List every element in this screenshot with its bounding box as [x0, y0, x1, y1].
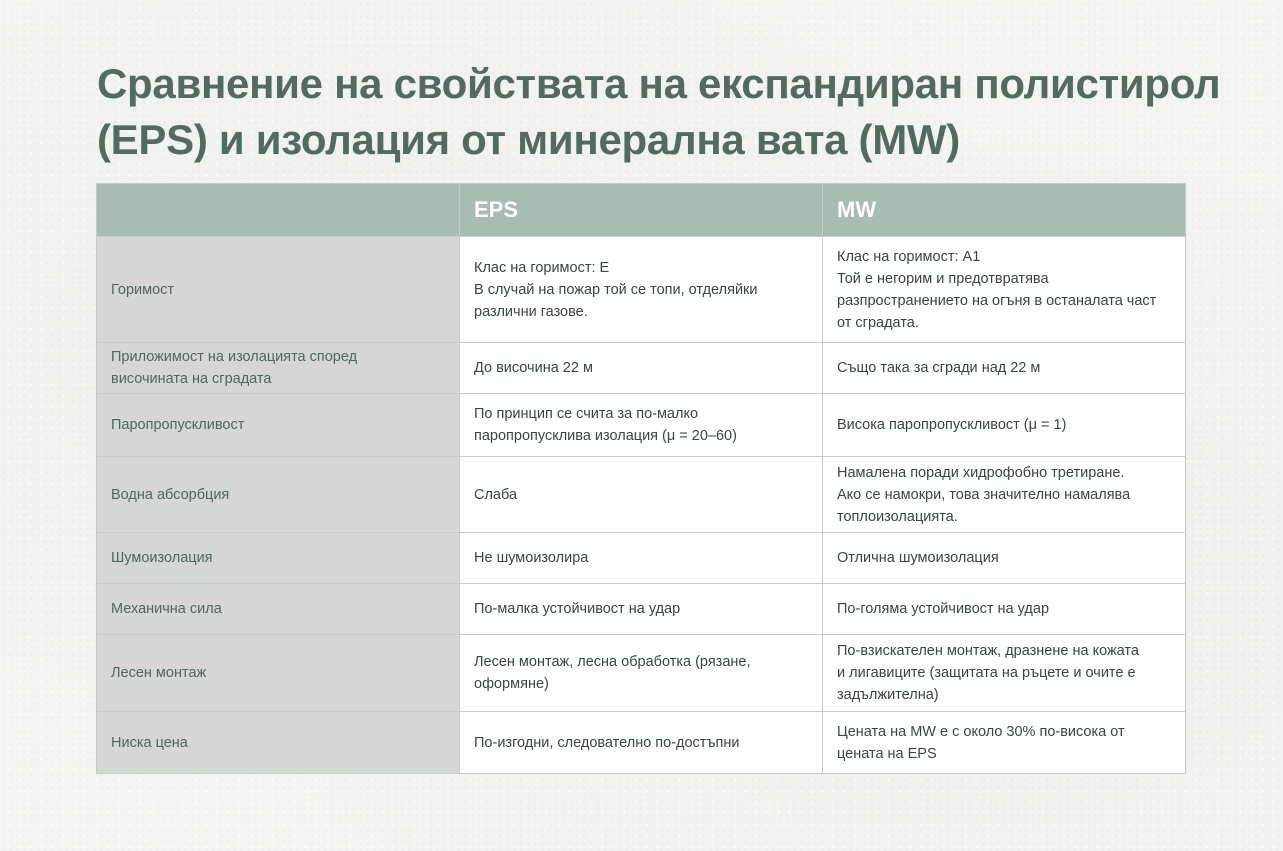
cell-line: оформяне): [474, 676, 549, 692]
cell-line: разпространението на огъня в останалата част: [837, 292, 1157, 309]
cell-line: Слаба: [474, 486, 518, 503]
cell-line: До височина 22 м: [474, 360, 593, 376]
table-row: [97, 635, 1186, 712]
eps-cell: [460, 457, 823, 533]
cell-line: Цената на MW е с около 30% по-висока от: [837, 723, 1125, 740]
cell-line: Отлична шумоизолация: [837, 550, 999, 566]
cell-line: различни газове.: [474, 303, 588, 320]
row-label: Механична сила: [97, 584, 460, 635]
header-cell-mw: MW: [823, 184, 1186, 237]
cell-line: от сградата.: [837, 314, 919, 331]
eps-cell: [460, 237, 823, 343]
table-row: [97, 712, 1186, 774]
table-row: [97, 533, 1186, 584]
mw-cell: [823, 584, 1186, 635]
row-label: Горимост: [97, 237, 460, 343]
table-row: [97, 584, 1186, 635]
cell-line: и лигавиците (защитата на ръцете и очите е: [837, 665, 1136, 681]
eps-cell: [460, 533, 823, 584]
cell-line: Не шумоизолира: [474, 550, 589, 566]
table-body: [97, 237, 1186, 774]
row-label-line: Приложимост на изолацията според: [111, 349, 358, 365]
eps-cell: [460, 635, 823, 712]
mw-cell: [823, 712, 1186, 774]
row-label: Водна абсорбция: [97, 457, 460, 533]
cell-line: топлоизолацията.: [837, 508, 958, 525]
cell-line: Лесен монтаж, лесна обработка (рязане,: [474, 654, 751, 670]
page-title-line-1: Сравнение на свойствата на експандиран полистирол: [97, 60, 1221, 107]
cell-line: По принцип се счита за по-малко: [474, 406, 699, 422]
page-title-line-2: (EPS) и изолация от минерална вата (MW): [97, 116, 960, 163]
cell-line: задължителна): [837, 687, 939, 703]
eps-cell: [460, 343, 823, 394]
cell-line: цената на EPS: [837, 745, 937, 762]
table-row: [97, 394, 1186, 457]
cell-line: Клас на горимост: A1: [837, 248, 981, 265]
eps-cell: [460, 394, 823, 457]
cell-line: Висока паропропускливост (μ = 1): [837, 417, 1067, 433]
mw-cell: [823, 457, 1186, 533]
header-cell-eps: EPS: [460, 184, 823, 237]
row-label-line: височината на сградата: [111, 371, 272, 387]
cell-line: Ако се намокри, това значително намалява: [837, 486, 1131, 503]
cell-line: Клас на горимост: E: [474, 259, 610, 276]
mw-cell: [823, 343, 1186, 394]
cell-line: По-взискателен монтаж, дразнене на кожата: [837, 643, 1139, 659]
cell-line: паропропусклива изолация (μ = 20–60): [474, 428, 737, 444]
table-row: [97, 237, 1186, 343]
mw-cell: [823, 533, 1186, 584]
header-cell-property: [97, 184, 460, 237]
table-row: [97, 343, 1186, 394]
cell-line: Също така за сгради над 22 м: [837, 360, 1041, 376]
table-header-row: [97, 184, 1186, 237]
cell-line: По-малка устойчивост на удар: [474, 601, 681, 617]
eps-cell: [460, 584, 823, 635]
mw-cell: [823, 394, 1186, 457]
row-label: Ниска цена: [97, 712, 460, 774]
table-header: [97, 184, 1186, 237]
mw-cell: [823, 635, 1186, 712]
eps-cell: [460, 712, 823, 774]
cell-line: Той е негорим и предотвратява: [837, 270, 1049, 287]
cell-line: В случай на пожар той се топи, отделяйки: [474, 281, 758, 298]
row-label: Паропропускливост: [97, 394, 460, 457]
cell-line: Намалена поради хидрофобно третиране.: [837, 464, 1125, 481]
cell-line: По-изгодни, следователно по-достъпни: [474, 734, 740, 751]
cell-line: По-голяма устойчивост на удар: [837, 601, 1050, 617]
mw-cell: [823, 237, 1186, 343]
row-label: Шумоизолация: [97, 533, 460, 584]
row-label: [97, 343, 460, 394]
page-title: [97, 56, 1221, 168]
row-label: Лесен монтаж: [97, 635, 460, 712]
comparison-table: [96, 183, 1186, 774]
table-row: [97, 457, 1186, 533]
